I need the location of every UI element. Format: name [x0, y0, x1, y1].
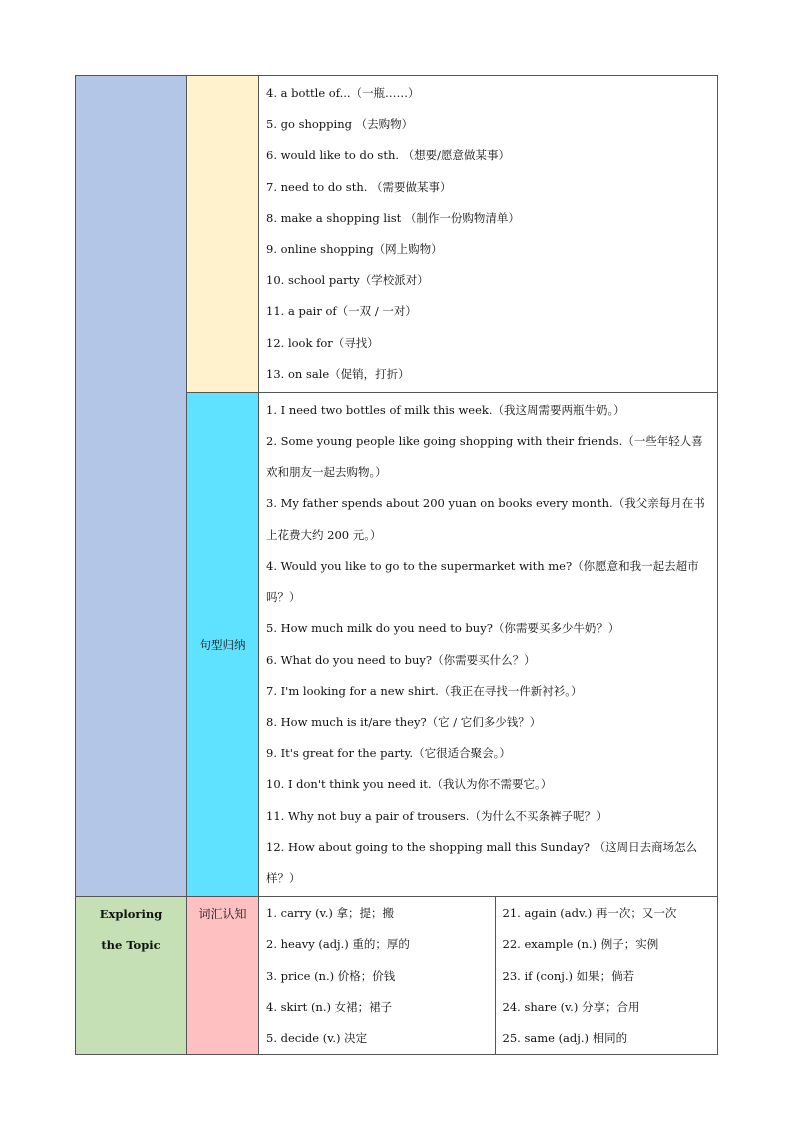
vocab-item: 1. carry (v.) 拿；提；搬	[266, 906, 394, 921]
vocab-item: 4. skirt (n.) 女裙；裙子	[266, 999, 393, 1014]
sentence-item: 6. What do you need to buy?（你需要买什么？）	[266, 652, 536, 667]
vocab-table	[259, 897, 717, 1054]
vocab-item: 22. example (n.) 例子；实例	[502, 937, 659, 952]
section-cell-blank	[76, 76, 187, 897]
phrase-item: 6. would like to do sth. （想要/愿意做某事）	[266, 148, 511, 163]
vocab-right-column	[495, 897, 717, 1054]
phrase-item: 13. on sale（促销，打折）	[266, 366, 410, 381]
sentence-item: 12. How about going to the shopping mall this Sunday? （这周日去商场怎么样？）	[266, 839, 698, 885]
phrase-item: 4. a bottle of...（一瓶……）	[266, 86, 420, 100]
exploring-topic-label	[76, 897, 187, 1055]
sentence-item: 9. It's great for the party.（它很适合聚会。）	[266, 746, 511, 761]
sentence-item: 11. Why not buy a pair of trousers.（为什么不买条裤子呢？）	[266, 808, 608, 823]
sentence-item: 4. Would you like to go to the supermarket with me?（你愿意和我一起去超市吗？）	[266, 558, 699, 605]
vocab-cell	[259, 897, 718, 1055]
sentence-item: 8. How much is it/are they?（它 / 它们多少钱？）	[266, 714, 542, 729]
phrase-list-cell	[259, 76, 718, 393]
sentence-item: 2. Some young people like going shopping with their friends.（一些年轻人喜欢和朋友一起去购物。）	[266, 434, 703, 480]
sentence-item: 10. I don't think you need it.（我认为你不需要它。）	[266, 777, 553, 792]
phrase-item: 7. need to do sth. （需要做某事）	[266, 179, 452, 194]
sentence-item: 7. I'm looking for a new shirt.（我正在寻找一件新衬衫。）	[266, 683, 583, 698]
sentence-list-cell	[259, 392, 718, 896]
phrase-item: 5. go shopping （去购物）	[266, 117, 414, 132]
vocab-item: 21. again (adv.) 再一次；又一次	[502, 906, 677, 921]
phrase-item: 9. online shopping（网上购物）	[266, 241, 443, 256]
vocab-item: 3. price (n.) 价格；价钱	[266, 968, 396, 983]
sentence-item: 1. I need two bottles of milk this week.（我这周需要两瓶牛奶。）	[266, 402, 625, 417]
vocab-item: 25. same (adj.) 相同的	[502, 1030, 628, 1045]
phrase-item: 11. a pair of（一双 / 一对）	[266, 304, 417, 319]
sentence-item: 5. How much milk do you need to buy?（你需要买多少牛奶？）	[266, 621, 620, 636]
vocab-label: 词汇认知	[187, 897, 259, 1055]
lesson-table	[75, 75, 718, 1055]
sentence-item: 3. My father spends about 200 yuan on books every month.（我父亲每月在书上花费大约 200 元。）	[266, 496, 705, 542]
phrase-label-cell	[187, 76, 259, 393]
vocab-item: 24. share (v.) 分享；合用	[502, 999, 640, 1014]
worksheet	[75, 75, 718, 1055]
phrase-item: 8. make a shopping list （制作一份购物清单）	[266, 210, 520, 225]
vocab-left-column	[259, 897, 495, 1054]
vocab-item: 23. if (conj.) 如果；倘若	[502, 968, 635, 983]
sentence-label: 句型归纳	[187, 392, 259, 896]
phrase-item: 12. look for（寻找）	[266, 335, 379, 350]
phrase-item: 10. school party（学校派对）	[266, 273, 429, 288]
vocab-item: 5. decide (v.) 决定	[266, 1030, 368, 1045]
vocab-item: 2. heavy (adj.) 重的；厚的	[266, 937, 410, 952]
exploring-topic-text: Exploring the Topic	[99, 907, 163, 953]
